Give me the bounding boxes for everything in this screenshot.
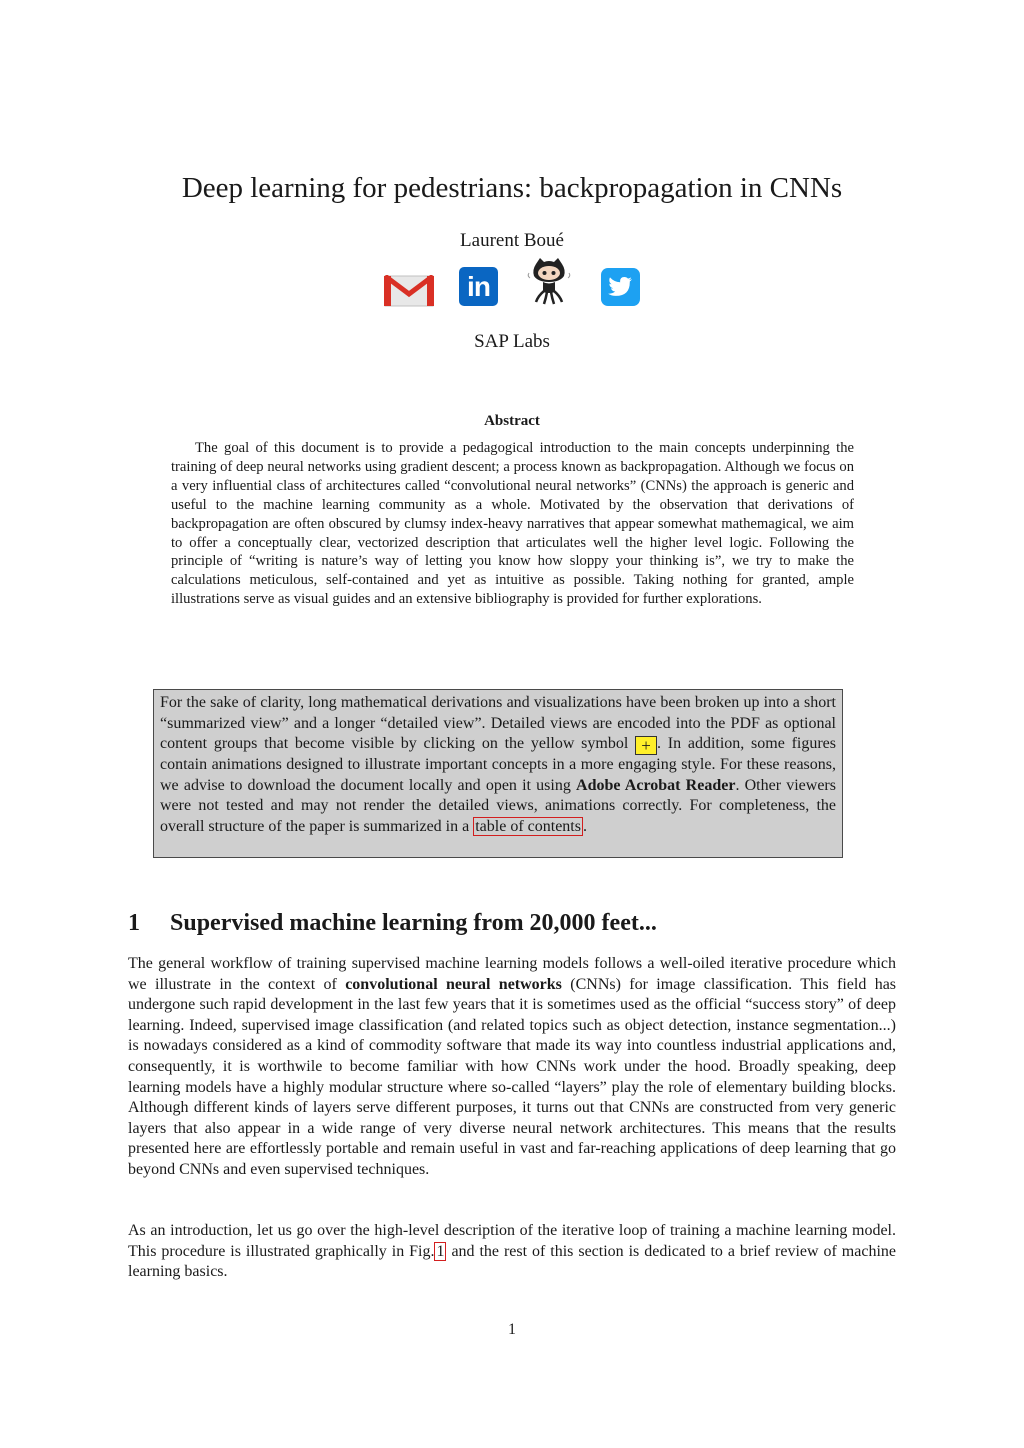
affiliation: SAP Labs [474, 331, 550, 352]
reading-note-text [160, 693, 836, 838]
section-title: Supervised machine learning from 20,000 feet... [170, 910, 657, 936]
reading-note-box [153, 689, 843, 858]
twitter-icon[interactable] [601, 268, 640, 306]
table-of-contents-link[interactable]: table of contents [475, 817, 581, 835]
paragraph-text: As an introduction, let us go over the high-level description of the iterative loop of training a machine learning model. This procedure is illustrated graphically in Fig. [128, 1222, 896, 1260]
author-name: Laurent Boué [460, 230, 564, 251]
abstract-body: The goal of this document is to provide a pedagogical introduction to the main concepts underpinning the training of deep neural networks using gradient descent; a process known as backpropagation. Although we focus on a very influential class of architectures called “convolutional neural networks” (CNNs) the approach is generic and useful to the machine learning community as a whole. Motivated by the observation that derivations of backpropagation are often obscured by clumsy index-heavy narratives that appear somewhat mathemagical, we aim to offer a conceptually clear, vectorized description that articulates well the higher level logic. Following the principle of “writing is nature’s way of letting you know how sloppy your thinking is”, we try to make the calculations meticulous, self-contained and yet as intuitive as possible. Taking nothing for granted, ample illustrations serve as visual guides and an extensive bibliography is provided for further explorations. [171, 440, 854, 608]
note-text-part: . Other viewers were not tested and may not render the detailed views, animations correctly. For completeness, the overall structure of the paper is summarized in a [160, 776, 836, 835]
abstract-heading: Abstract [484, 413, 540, 429]
linkedin-icon[interactable] [459, 267, 498, 306]
note-text-part: . In addition, some figures contain animations designed to illustrate important concepts in a more engaging style. For these reasons, we advise to download the document locally and open it using [160, 735, 837, 794]
section-heading [128, 908, 657, 938]
note-text-part: For the sake of clarity, long mathematical derivations and visualizations have been broken up into a short “summarized view” and a longer “detailed view”. Detailed views are encoded into the PDF as optional content groups that become visible by clicking on the yellow symbol [160, 694, 836, 753]
paragraph-text: The general workflow of training supervised machine learning models follows a well-oiled iterative procedure which we illustrate in the context of [128, 955, 896, 993]
github-icon[interactable] [524, 256, 574, 306]
bold-term: convolutional neural networks [345, 975, 562, 993]
plus-toggle-button[interactable]: + [635, 736, 657, 755]
body-paragraph [128, 1221, 896, 1283]
note-text-part: . [582, 817, 587, 835]
paper-title: Deep learning for pedestrians: backpropagation in CNNs [181, 172, 843, 204]
linkedin-glyph: in [467, 271, 490, 302]
gmail-icon[interactable] [384, 275, 434, 307]
figure-reference-link[interactable]: 1 [436, 1242, 445, 1260]
section-number: 1 [128, 910, 140, 936]
acrobat-reader-name: Adobe Acrobat Reader [576, 776, 736, 794]
paragraph-text: and the rest of this section is dedicated to a brief review of machine learning basics. [128, 1242, 896, 1281]
page-number: 1 [508, 1321, 516, 1338]
body-paragraph [128, 954, 896, 1181]
paragraph-text: (CNNs) for image classification. This field has undergone such rapid development in the last few years that it is sometimes used as the official “success story” of deep learning. Indeed, supervised image classification (and related topics such as object detection, instance segmentation...) is nowadays considered as a kind of commodity software that made its way into countless industrial applications and, consequently, it is worthwile to become familiar with how CNNs work under the hood. Broadly speaking, deep learning models have a highly modular structure where so-called “layers” play the role of elementary building blocks. Although different kinds of layers serve different purposes, it turns out that CNNs are constructed from very generic layers that also appear in a wide range of very diverse neural network architectures. This means that the results presented here are effortlessly portable and remain useful in vast and far-reaching applications of deep learning that go beyond CNNs and even supervised techniques. [128, 975, 897, 1178]
